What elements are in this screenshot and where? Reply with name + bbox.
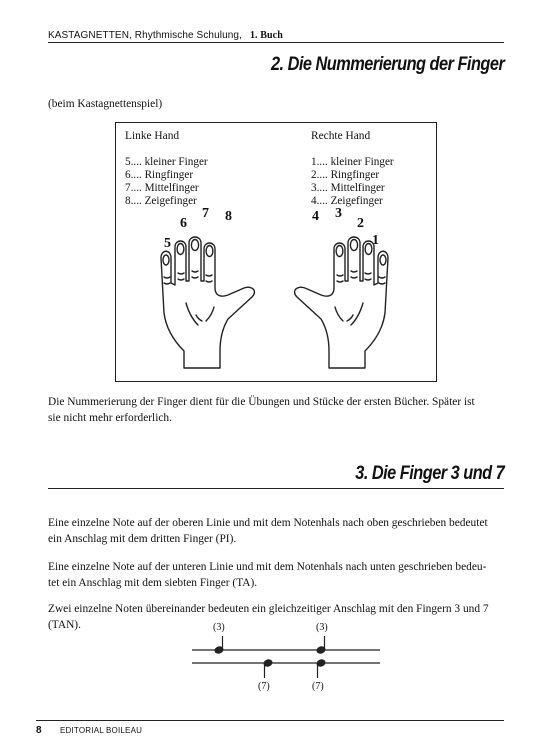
section-3-rule [48,488,504,489]
book-label: 1. Buch [249,30,283,41]
list-item: 1.... kleiner Finger [311,156,394,168]
finger-number: 5 [164,236,171,251]
left-hand-drawing [161,237,254,368]
finger-number: 7 [202,206,209,221]
finger-label-top: (3) [316,622,328,633]
finger-diagram-box [115,122,437,382]
section-2-subtitle: (beim Kastagnettenspiel) [48,98,163,110]
list-item: 6.... Ringfinger [125,169,194,181]
left-hand-heading: Linke Hand [125,130,180,142]
paragraph-finger-3 [48,516,488,547]
running-header [48,30,283,41]
list-item: 5.... kleiner Finger [125,156,208,168]
notation-example [190,636,382,682]
hands-illustration [116,123,436,381]
finger-number: 8 [225,209,232,224]
finger-label-bottom: (7) [312,681,324,692]
finger-number: 4 [312,209,319,224]
list-item: 2.... Ringfinger [311,169,380,181]
list-item: 8.... Zeigefinger [125,195,197,207]
finger-label-bottom: (7) [258,681,270,692]
note-line: Die Nummerierung der Finger dient für die Übungen und Stücke der ersten Bücher. Später ist [48,396,475,408]
header-rule [48,42,504,43]
paragraph-line: Zwei einzelne Noten übereinander bedeuten ein gleichzeitiger Anschlag mit den Fingern 3 und 7 [48,603,489,615]
paragraph-finger-3-and-7 [48,602,489,633]
publisher: EDITORIAL BOILEAU [60,726,143,735]
numbering-note [48,395,475,426]
footer-rule [36,720,504,721]
section-2-title: 2. Die Nummerierung der Finger [270,54,504,75]
finger-number: 6 [180,216,187,231]
list-item: 7.... Mittelfinger [125,182,199,194]
right-hand-heading: Rechte Hand [311,130,371,142]
right-hand-drawing [295,237,388,368]
paragraph-line: ein Anschlag mit dem dritten Finger (PI). [48,532,237,545]
finger-number: 3 [335,206,342,221]
running-title: KASTAGNETTEN, Rhythmische Schulung, [48,30,242,41]
finger-number: 1 [372,233,379,248]
paragraph-line: Eine einzelne Note auf der oberen Linie und mit dem Notenhals nach oben geschrieben bedeutet [48,517,488,529]
paragraph-line: (TAN). [48,618,81,631]
list-item: 3.... Mittelfinger [311,182,385,194]
note-line: sie nicht mehr erforderlich. [48,411,172,424]
section-3-title: 3. Die Finger 3 und 7 [355,463,504,484]
finger-number: 2 [357,216,364,231]
paragraph-finger-7 [48,560,486,591]
page-number: 8 [36,725,42,736]
paragraph-line: tet ein Anschlag mit dem siebten Finger (TA). [48,576,258,589]
paragraph-line: Eine einzelne Note auf der unteren Linie und mit dem Notenhals nach unten geschrieben bedeu- [48,561,487,573]
list-item: 4.... Zeigefinger [311,195,383,207]
finger-label-top: (3) [213,622,225,633]
